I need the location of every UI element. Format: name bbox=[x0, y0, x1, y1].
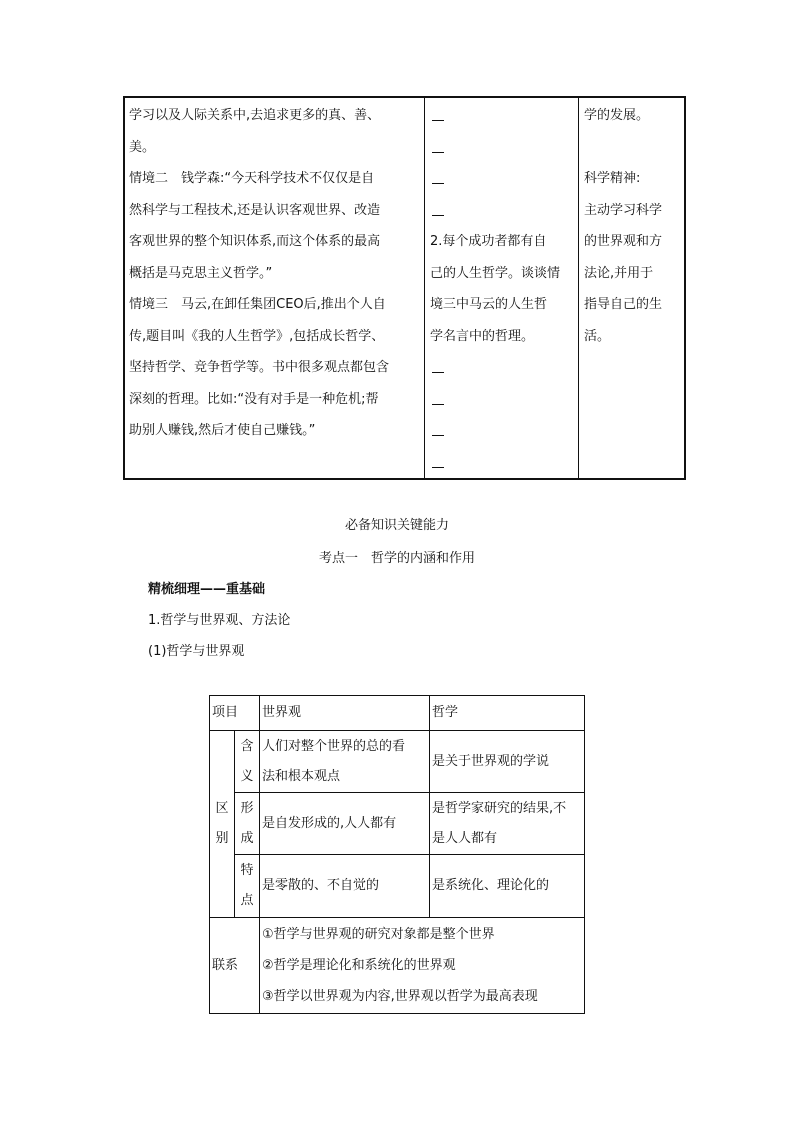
context-line: 概括是马克思主义哲学。” bbox=[129, 265, 273, 281]
link-label: 联系 bbox=[210, 918, 260, 1014]
literacy-line: 学的发展。 bbox=[584, 108, 650, 123]
answer-blank[interactable] bbox=[430, 447, 578, 479]
formation-worldview: 是自发形成的,人人都有 bbox=[260, 793, 430, 855]
context-line: 坚持哲学、竞争哲学等。书中很多观点都包含 bbox=[129, 360, 390, 375]
context-column bbox=[124, 97, 425, 479]
answer-blank[interactable] bbox=[430, 352, 578, 384]
link-item: ②哲学是理论化和系统化的世界观 bbox=[262, 958, 456, 973]
context-line: 美。 bbox=[129, 139, 156, 155]
question-line: 学名言中的哲理。 bbox=[430, 328, 535, 344]
link-item: ①哲学与世界观的研究对象都是整个世界 bbox=[262, 927, 495, 942]
question-line: 己的人生哲学。谈谈情 bbox=[430, 265, 561, 281]
cell-line: 法和根本观点 bbox=[262, 768, 341, 784]
row-label-formation bbox=[235, 793, 260, 855]
literacy-line: 主动学习科学 bbox=[584, 202, 663, 218]
distinction-char: 别 bbox=[215, 831, 229, 846]
answer-blank[interactable] bbox=[430, 384, 578, 416]
subitem-heading: (1)哲学与世界观 bbox=[148, 644, 245, 659]
jingshu-heading: 精梳细理——重基础 bbox=[148, 582, 266, 597]
row-label-char: 含 bbox=[240, 738, 254, 754]
kaodian-heading: 考点一 哲学的内涵和作用 bbox=[318, 551, 475, 566]
link-content bbox=[260, 918, 585, 1014]
context-line: 情境三 马云,在卸任集团CEO后,推出个人自 bbox=[129, 297, 386, 312]
feature-philosophy: 是系统化、理论化的 bbox=[430, 855, 585, 918]
question-line: 2.每个成功者都有自 bbox=[430, 234, 547, 249]
item-heading: 1.哲学与世界观、方法论 bbox=[148, 613, 291, 628]
feature-worldview: 是零散的、不自觉的 bbox=[260, 855, 430, 918]
cell-line: 人们对整个世界的总的看 bbox=[262, 738, 406, 754]
distinction-char: 区 bbox=[215, 801, 229, 816]
cell-line: 是人人都有 bbox=[432, 830, 498, 846]
question-line: 境三中马云的人生哲 bbox=[430, 297, 548, 312]
row-label-meaning bbox=[235, 731, 260, 793]
row-label-char: 特 bbox=[240, 863, 254, 878]
context-line: 学习以及人际关系中,去追求更多的真、善、 bbox=[129, 108, 381, 123]
link-item: ③哲学以世界观为内容,世界观以哲学为最高表现 bbox=[262, 989, 538, 1004]
literacy-line: 活。 bbox=[584, 328, 611, 344]
header-worldview: 世界观 bbox=[260, 696, 430, 731]
row-label-feature bbox=[235, 855, 260, 918]
row-label-char: 成 bbox=[240, 830, 254, 846]
meaning-worldview bbox=[260, 731, 430, 793]
context-line: 深刻的哲理。比如:“没有对手是一种危机;帮 bbox=[129, 391, 379, 407]
context-line: 助别人赚钱,然后才使自己赚钱。” bbox=[129, 423, 316, 438]
context-line: 情境二 钱学森:“今天科学技术不仅仅是自 bbox=[129, 171, 375, 186]
literacy-line: 科学精神: bbox=[584, 171, 641, 186]
literacy-line: 的世界观和方 bbox=[584, 234, 663, 249]
row-label-char: 义 bbox=[240, 768, 254, 784]
cell-line: 是哲学家研究的结果,不 bbox=[432, 800, 567, 816]
row-label-char: 点 bbox=[240, 893, 254, 908]
context-line: 客观世界的整个知识体系,而这个体系的最高 bbox=[129, 234, 381, 249]
top-table bbox=[123, 96, 686, 480]
header-item: 项目 bbox=[210, 696, 260, 731]
meaning-philosophy: 是关于世界观的学说 bbox=[430, 731, 585, 793]
spacer bbox=[584, 132, 684, 164]
answer-blank[interactable] bbox=[430, 415, 578, 447]
answer-blank[interactable] bbox=[430, 100, 578, 132]
formation-philosophy bbox=[430, 793, 585, 855]
header-philosophy: 哲学 bbox=[430, 696, 585, 731]
answer-blank[interactable] bbox=[430, 195, 578, 227]
literacy-column bbox=[579, 97, 686, 479]
answer-blank[interactable] bbox=[430, 132, 578, 164]
distinction-label bbox=[210, 731, 235, 918]
literacy-line: 指导自己的生 bbox=[584, 297, 663, 312]
context-line: 传,题目叫《我的人生哲学》,包括成长哲学、 bbox=[129, 328, 385, 344]
literacy-line: 法论,并用于 bbox=[584, 265, 654, 281]
question-column bbox=[425, 97, 579, 479]
comparison-table bbox=[209, 695, 585, 1014]
context-line: 然科学与工程技术,还是认识客观世界、改造 bbox=[129, 202, 381, 218]
row-label-char: 形 bbox=[240, 800, 254, 816]
answer-blank[interactable] bbox=[430, 163, 578, 195]
section-heading: 必备知识关键能力 bbox=[344, 518, 449, 533]
